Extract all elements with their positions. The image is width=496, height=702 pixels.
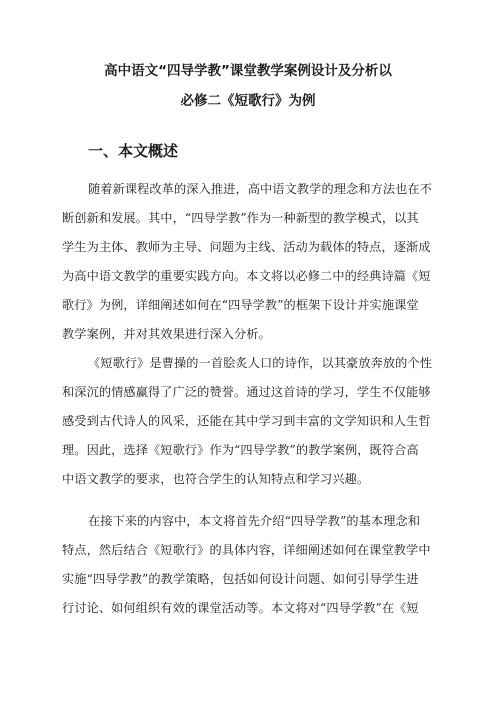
paragraph-2-line-2: 和深沉的情感赢得了广泛的赞誉。通过这首诗的学习，学生不仅能够 [62, 385, 431, 399]
paragraph-3-line-2: 特点，然后结合《短歌行》的具体内容，详细阐述如何在课堂教学中 [62, 543, 431, 557]
paragraph-1-line-1: 随着新课程改革的深入推进，高中语文教学的理念和方法也在不 [88, 182, 433, 196]
document-title-line-2: 必修二《短歌行》为例 [180, 93, 316, 109]
paragraph-1-line-6: 教学案例，并对其效果进行深入分析。 [62, 327, 271, 341]
paragraph-3-line-3: 实施“四导学教”的教学策略，包括如何设计问题、如何引导学生进 [62, 572, 419, 586]
document-title-line-1: 高中语文“四导学教”课堂教学案例设计及分析以 [104, 63, 392, 79]
paragraph-1-line-4: 为高中语文教学的重要实践方向。本文将以必修二中的经典诗篇《短 [62, 269, 431, 283]
paragraph-1-line-2: 断创新和发展。其中，“四导学教”作为一种新型的教学模式，以其 [62, 211, 419, 225]
section-heading: 一、本文概述 [88, 142, 179, 160]
paragraph-1-line-5: 歌行》为例，详细阐述如何在“四导学教”的框架下设计并实施课堂 [62, 298, 419, 312]
paragraph-2-line-5: 中语文教学的要求，也符合学生的认知特点和学习兴趣。 [62, 472, 370, 486]
paragraph-2-line-3: 感受到古代诗人的风采，还能在其中学习到丰富的文学知识和人生哲 [62, 414, 431, 428]
paragraph-2-line-1: 《短歌行》是曹操的一首脍炙人口的诗作，以其豪放奔放的个性 [88, 356, 433, 370]
paragraph-3-line-4: 行讨论、如何组织有效的课堂活动等。本文将对“四导学教”在《短 [62, 601, 419, 615]
paragraph-3-line-1: 在接下来的内容中，本文将首先介绍“四导学教”的基本理念和 [88, 514, 421, 528]
paragraph-2-line-4: 理。因此，选择《短歌行》作为“四导学教”的教学案例，既符合高 [62, 443, 419, 457]
paragraph-1-line-3: 学生为主体、教师为主导、问题为主线、活动为载体的特点，逐渐成 [62, 240, 431, 254]
